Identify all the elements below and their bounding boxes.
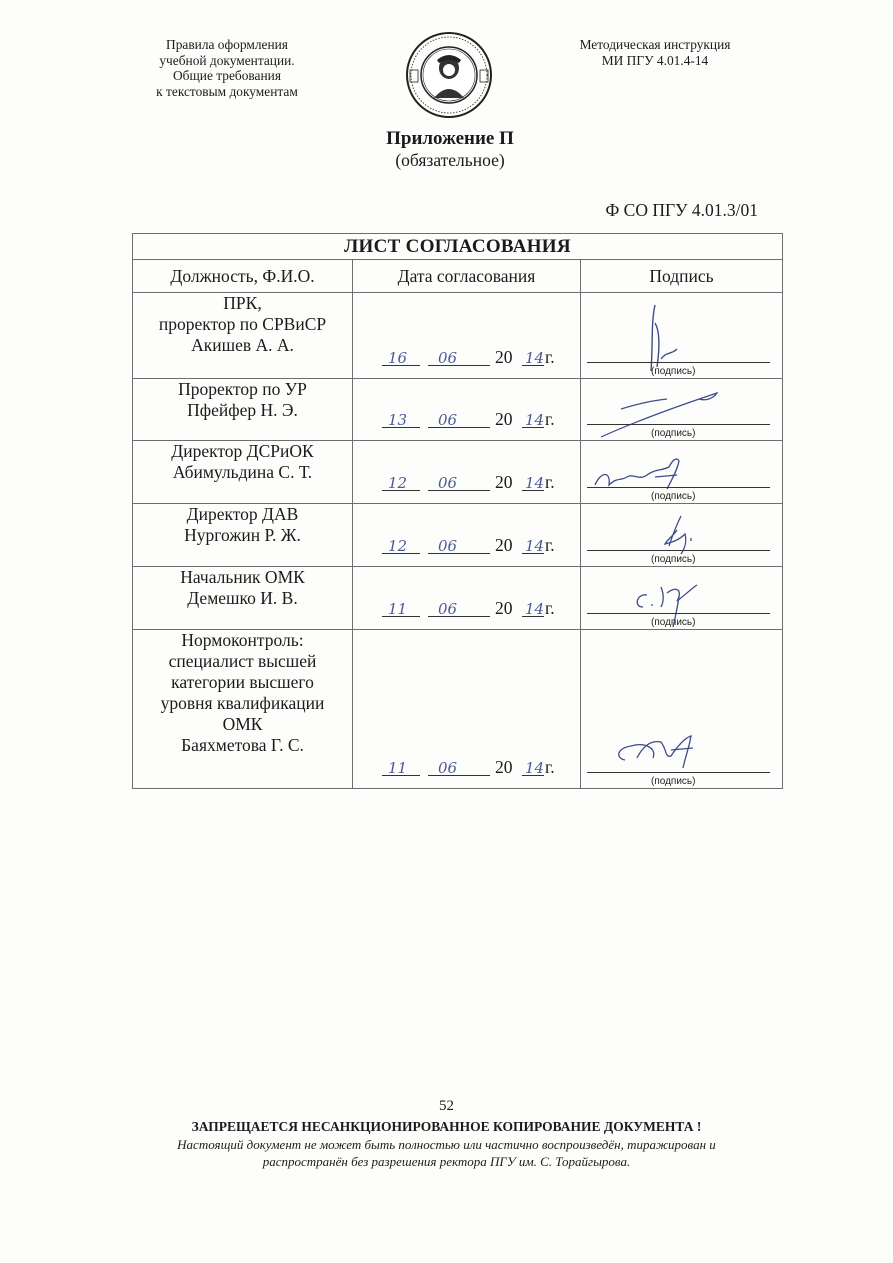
signature-cell [581,567,783,630]
date-month: 06 [438,474,458,492]
table-row [133,567,783,630]
signature-caption: (подпись) [651,776,696,787]
position-line: Проректор по УР [178,379,307,399]
signature-caption: (подпись) [651,428,696,439]
position-cell [133,567,353,630]
approval-date [382,471,568,493]
date-year: 14 [525,411,545,429]
year-prefix: 20 [495,409,513,429]
appendix-heading [300,128,600,171]
date-year: 14 [525,537,545,555]
date-day: 16 [388,349,408,367]
date-day: 12 [388,537,408,555]
position-line: Пфейфер Н. Э. [187,400,298,420]
header-right-line: Методическая инструкция [579,37,731,52]
copy-note-line: Настоящий документ не может быть полностью или частично воспроизведён, тиражирован и [177,1137,716,1152]
date-month: 06 [438,759,458,777]
position-cell [133,504,353,567]
appendix-subtitle: (обязательное) [395,150,505,170]
date-year: 14 [525,474,545,492]
date-day: 12 [388,474,408,492]
position-line: ПРК, [223,293,262,313]
copy-note-line: распространён без разрешения ректора ПГУ им. С. Торайгырова. [262,1154,631,1169]
position-line: уровня квалификации [160,693,325,713]
year-prefix: 20 [495,757,513,777]
year-suffix: г. [545,409,555,429]
year-suffix: г. [545,472,555,492]
date-month: 06 [438,600,458,618]
position-line: категории высшего [171,672,314,692]
date-cell [353,504,581,567]
position-cell [133,441,353,504]
university-seal-icon [404,30,494,120]
column-header-signature: Подпись [581,260,783,293]
approval-sheet-table [132,233,783,789]
year-suffix: г. [545,347,555,367]
date-year: 14 [525,600,545,618]
header-right-line: МИ ПГУ 4.01.4-14 [601,52,709,68]
date-month: 06 [438,411,458,429]
date-day: 11 [388,600,408,618]
copy-warning: ЗАПРЕЩАЕТСЯ НЕСАНКЦИОНИРОВАННОЕ КОПИРОВАНИЕ ДОКУМЕНТА ! [191,1119,702,1134]
position-line: Нормоконтроль: [181,630,304,650]
position-line: Нургожин Р. Ж. [184,525,301,545]
signature-caption: (подпись) [651,554,696,565]
position-cell [133,293,353,379]
header-left-line: Общие требования [173,68,281,83]
date-day: 11 [388,759,408,777]
header-right-title [555,37,755,68]
signature-cell [581,504,783,567]
column-header-date: Дата согласования [353,260,581,293]
date-cell [353,567,581,630]
signature-cell [581,379,783,441]
year-suffix: г. [545,535,555,555]
date-cell [353,293,581,379]
year-prefix: 20 [495,472,513,492]
header-left-line: учебной документации. [159,52,295,68]
page-footer [60,1097,833,1170]
signature-cell [581,441,783,504]
date-year: 14 [525,759,545,777]
position-line: Баяхметова Г. С. [181,735,304,755]
signature-cell [581,630,783,789]
position-line: Директор ДАВ [186,504,299,524]
approval-date [382,597,568,619]
position-line: Абимульдина С. Т. [172,462,313,482]
date-cell [353,379,581,441]
approval-date [382,408,568,430]
position-line: проректор по СРВиСР [158,314,327,334]
table-row [133,379,783,441]
signature-caption: (подпись) [651,617,696,628]
table-row [133,504,783,567]
header-left-line: к текстовым документам [156,83,298,99]
signature-caption: (подпись) [651,491,696,502]
date-day: 13 [388,411,408,429]
table-row [133,441,783,504]
form-code: Ф СО ПГУ 4.01.3/01 [605,200,758,220]
year-prefix: 20 [495,598,513,618]
year-prefix: 20 [495,535,513,555]
signature-caption: (подпись) [651,366,696,377]
position-cell [133,630,353,789]
position-line: Директор ДСРиОК [171,441,314,461]
position-line: специалист высшей [168,651,317,671]
table-row [133,630,783,789]
date-cell [353,441,581,504]
header-left-title [122,37,332,99]
approval-date [382,534,568,556]
position-line: Демешко И. В. [187,588,298,608]
year-prefix: 20 [495,347,513,367]
date-year: 14 [525,349,545,367]
signature-cell [581,293,783,379]
page-number: 52 [439,1098,454,1114]
date-month: 06 [438,349,458,367]
position-line: ОМК [222,714,263,734]
position-cell [133,379,353,441]
position-line: Начальник ОМК [180,567,305,587]
year-suffix: г. [545,598,555,618]
appendix-title: Приложение П [386,128,514,149]
date-month: 06 [438,537,458,555]
table-row [133,293,783,379]
date-cell [353,630,581,789]
handwritten-signature [581,630,782,789]
approval-date [382,756,568,778]
year-suffix: г. [545,757,555,777]
column-header-position: Должность, Ф.И.О. [133,260,353,293]
approval-date [382,346,568,368]
header-left-line: Правила оформления [166,37,288,52]
position-line: Акишев А. А. [191,335,294,355]
sheet-title: ЛИСТ СОГЛАСОВАНИЯ [133,234,783,260]
